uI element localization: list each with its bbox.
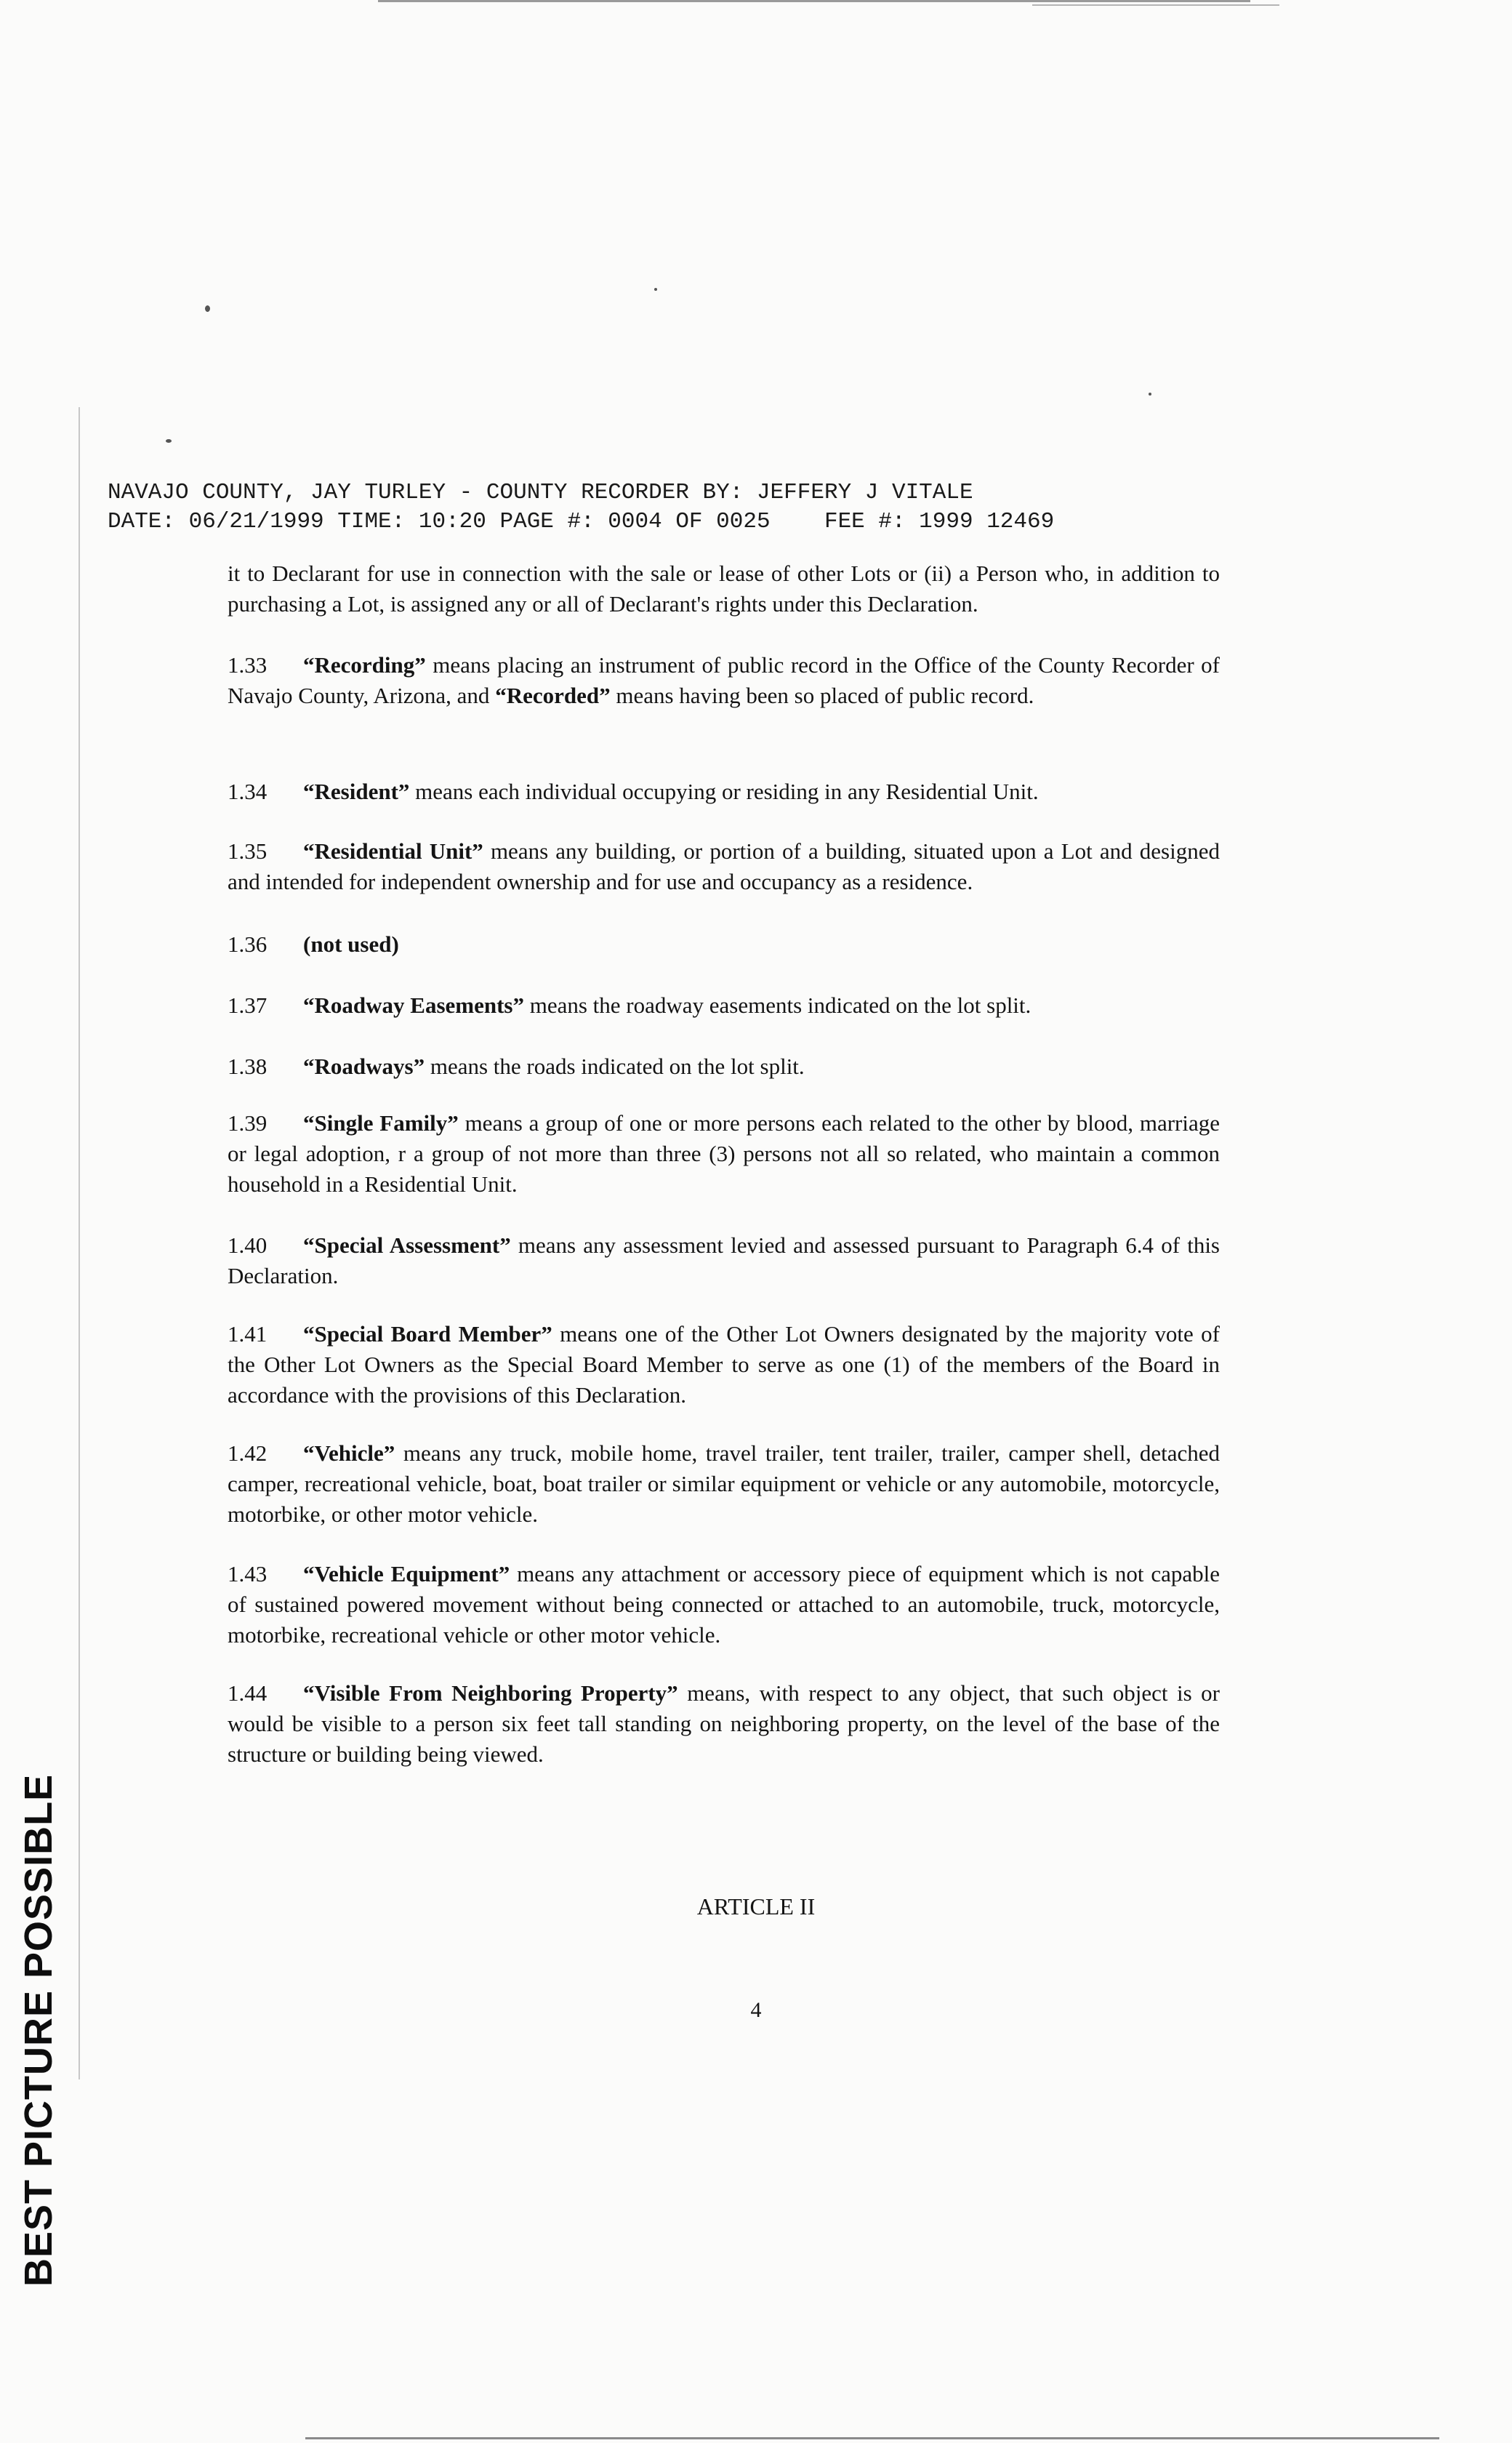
definition-1-39 — [228, 1108, 1220, 1200]
recorder-header — [108, 478, 1054, 537]
scan-edge-top — [378, 0, 1250, 2]
definition-1-38 — [228, 1051, 1220, 1082]
definition-text: means any attachment or accessory piece of equipment which is not capable of sustained powered movement without being connected or attached to an automobile, truck, motorcycle, motorbike, recreational vehicle or other motor vehicle. — [228, 1561, 1220, 1648]
scan-margin-line — [79, 407, 80, 2079]
definition-term: “Roadway Easements” — [303, 992, 524, 1018]
definition-number: 1.36 — [228, 931, 268, 957]
scan-edge-top-secondary — [1032, 4, 1279, 6]
definition-text: means the roads indicated on the lot split. — [425, 1054, 805, 1079]
definition-text: means one of the Other Lot Owners designated by the majority vote of the Other Lot Owners as the Special Board Member to serve as one (1) of the members of the Board in accordance with the provisions of this Declaration. — [228, 1321, 1220, 1408]
definition-number: 1.38 — [228, 1054, 268, 1079]
definition-number: 1.39 — [228, 1110, 268, 1136]
definition-1-36 — [228, 929, 1220, 960]
definition-term: “Vehicle” — [303, 1440, 395, 1466]
definition-text: means a group of one or more persons each related to the other by blood, marriage or legal adoption, r a group of not more than three (3) persons not all so related, who maintain a common household in a Residential Unit. — [228, 1110, 1221, 1197]
scan-speck — [1149, 393, 1151, 396]
definition-number: 1.37 — [228, 992, 268, 1018]
definition-1-44 — [228, 1678, 1220, 1770]
definition-term: “Visible From Neighboring Property” — [303, 1680, 678, 1706]
scan-speck — [205, 305, 210, 312]
article-heading: ARTICLE II — [696, 1893, 816, 1920]
definition-term: “Special Board Member” — [303, 1321, 552, 1347]
best-picture-possible-stamp: BEST PICTURE POSSIBLE — [17, 1773, 60, 2287]
definition-term: “Special Assessment” — [303, 1232, 511, 1258]
definition-term-2: “Recorded” — [495, 683, 611, 708]
definition-term: “Vehicle Equipment” — [303, 1561, 510, 1586]
recorder-header-line-1: NAVAJO COUNTY, JAY TURLEY - COUNTY RECORDER BY: JEFFERY J VITALE — [108, 480, 973, 505]
intro-paragraph: it to Declarant for use in connection with the sale or lease of other Lots or (ii) a Person who, in addition to purchasing a Lot, is assigned any or all of Declarant's rights under this Declaration. — [228, 561, 1220, 617]
definition-1-37 — [228, 990, 1220, 1021]
definition-term: (not used) — [303, 931, 399, 957]
definition-text: means any assessment levied and assessed pursuant to Paragraph 6.4 of this Declaration. — [228, 1232, 1220, 1288]
definition-1-34 — [228, 777, 1220, 807]
definition-number: 1.33 — [228, 652, 268, 678]
definition-number: 1.43 — [228, 1561, 268, 1586]
definition-1-41 — [228, 1319, 1220, 1411]
definition-term: “Residential Unit” — [303, 838, 483, 864]
definition-number: 1.42 — [228, 1440, 268, 1466]
definition-term: “Resident” — [303, 779, 410, 804]
definition-1-43 — [228, 1559, 1220, 1650]
definition-text-2: means having been so placed of public record. — [610, 683, 1034, 708]
definition-text: means the roadway easements indicated on the lot split. — [523, 992, 1032, 1018]
scan-edge-bottom — [305, 2437, 1439, 2439]
definition-term: “Roadways” — [303, 1054, 425, 1079]
recorder-header-line-2: DATE: 06/21/1999 TIME: 10:20 PAGE #: 0004 OF 0025 FEE #: 1999 12469 — [108, 509, 1055, 534]
page-number: 4 — [750, 1998, 762, 2022]
definition-text: means each individual occupying or residing in any Residential Unit. — [409, 779, 1039, 804]
definition-1-33 — [228, 650, 1220, 711]
definition-text: means, with respect to any object, that such object is or would be visible to a person six feet tall standing on neighboring property, on the level of the base of the structure or building being viewed. — [228, 1680, 1220, 1767]
definition-number: 1.34 — [228, 779, 268, 804]
definition-1-35 — [228, 836, 1220, 897]
definition-term: “Recording” — [303, 652, 426, 678]
definition-1-40 — [228, 1230, 1220, 1291]
definition-term: “Single Family” — [303, 1110, 459, 1136]
scan-speck — [654, 288, 657, 291]
definition-number: 1.41 — [228, 1321, 268, 1347]
definition-number: 1.44 — [228, 1680, 268, 1706]
scan-speck — [166, 439, 172, 443]
definition-text: means placing an instrument of public record in the Office of the County Recorder of Navajo County, Arizona, and — [228, 652, 1220, 708]
definition-text: means any truck, mobile home, travel trailer, tent trailer, trailer, camper shell, detached camper, recreational vehicle, boat, boat trailer or similar equipment or vehicle or any automobile, motorcycle, motorbike, or other motor vehicle. — [228, 1440, 1220, 1527]
definition-1-42 — [228, 1438, 1220, 1530]
definition-number: 1.40 — [228, 1232, 268, 1258]
definition-number: 1.35 — [228, 838, 268, 864]
definition-text: means any building, or portion of a building, situated upon a Lot and designed and intended for independent ownership and for use and occupancy as a residence. — [228, 838, 1220, 894]
